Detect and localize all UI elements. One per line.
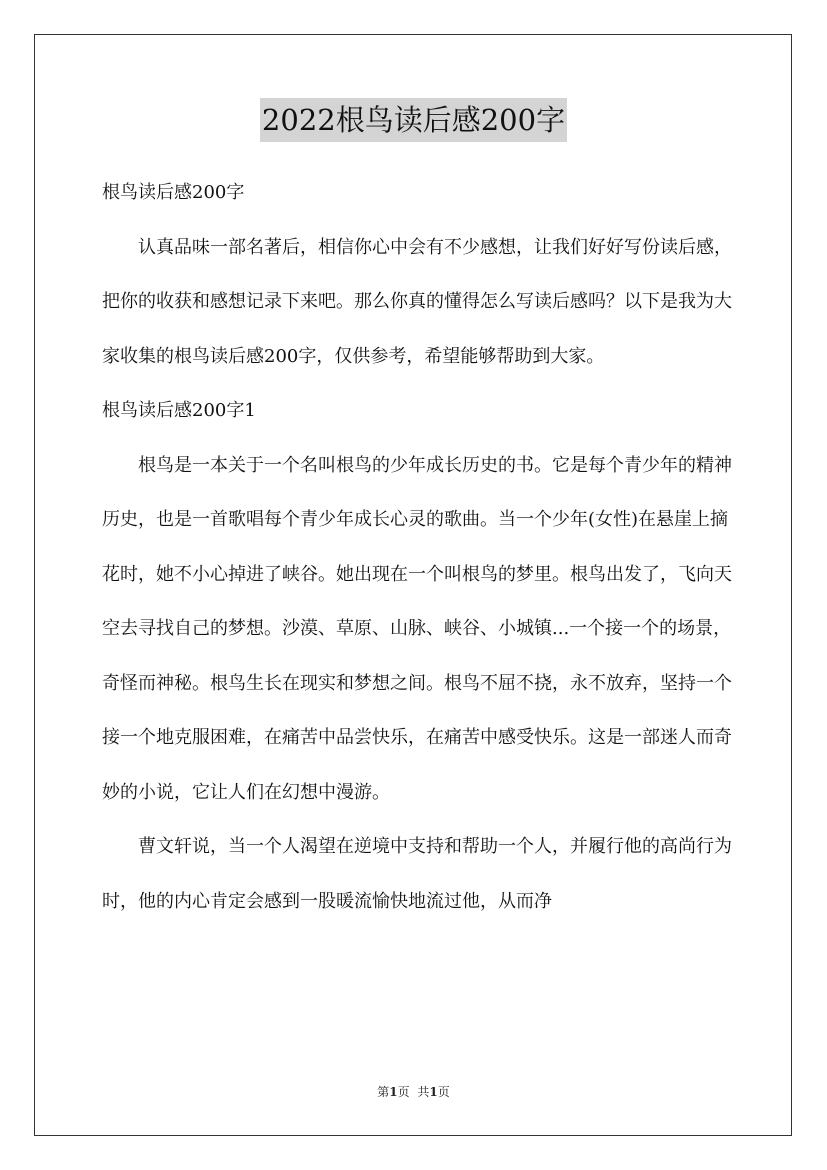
document-body bbox=[102, 166, 742, 929]
page-footer bbox=[0, 1084, 827, 1100]
body-paragraph: 认真品味一部名著后，相信你心中会有不少感想，让我们好好写份读后感，把你的收获和感想记录下来吧。那么你真的懂得怎么写读后感吗？以下是我为大家收集的根鸟读后感200字，仅供参考，希望能够帮助到大家。 bbox=[102, 236, 732, 367]
page-number: 1 bbox=[389, 1085, 398, 1099]
document-title: 2022根鸟读后感200字 bbox=[260, 98, 567, 142]
section-heading: 根鸟读后感200字1 bbox=[102, 400, 256, 421]
title-container bbox=[0, 98, 827, 142]
total-pages: 1 bbox=[429, 1085, 438, 1099]
total-suffix: 页 bbox=[437, 1085, 450, 1099]
total-prefix: 共 bbox=[417, 1085, 430, 1099]
body-paragraph: 曹文轩说，当一个人渴望在逆境中支持和帮助一个人，并履行他的高尚行为时，他的内心肯定会感到一股暖流愉快地流过他，从而净 bbox=[102, 836, 732, 912]
section-heading: 根鸟读后感200字 bbox=[102, 182, 245, 203]
page-prefix: 第 bbox=[377, 1085, 390, 1099]
page-suffix: 页 bbox=[397, 1085, 410, 1099]
body-paragraph: 根鸟是一本关于一个名叫根鸟的少年成长历史的书。它是每个青少年的精神历史，也是一首歌唱每个青少年成长心灵的歌曲。当一个少年(女性)在悬崖上摘花时，她不小心掉进了峡谷。她出现在一个叫根鸟的梦里。根鸟出发了，飞向天空去寻找自己的梦想。沙漠、草原、山脉、峡谷、小城镇...一个接一个的场景，奇怪而神秘。根鸟生长在现实和梦想之间。根鸟不屈不挠，永不放弃，坚持一个接一个地克服困难，在痛苦中品尝快乐，在痛苦中感受快乐。这是一部迷人而奇妙的小说，它让人们在幻想中漫游。 bbox=[102, 454, 732, 803]
